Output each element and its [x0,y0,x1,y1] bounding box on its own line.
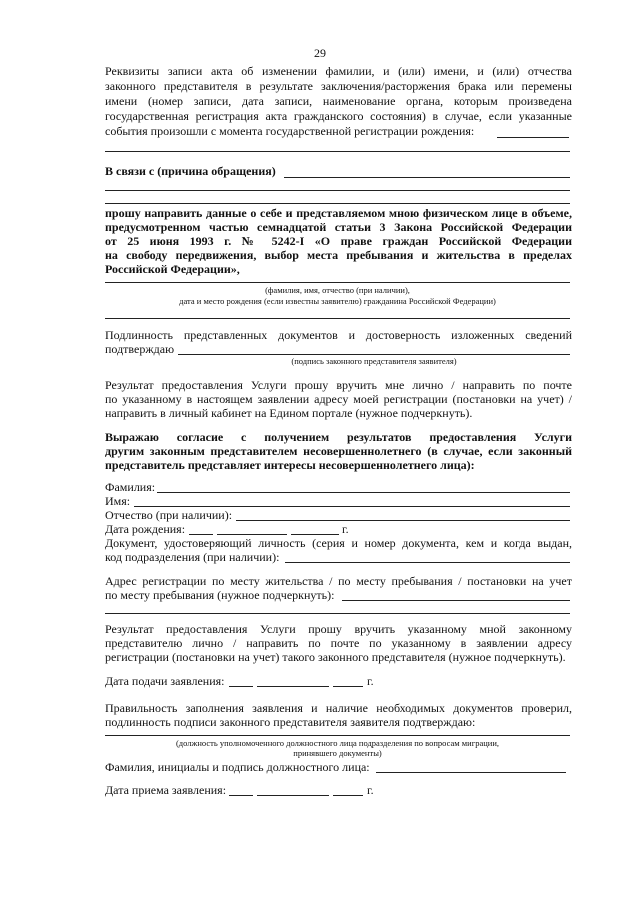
surname-field[interactable] [157,492,570,493]
page-number: 29 [314,46,326,60]
person-field-line-2[interactable] [105,318,570,319]
submission-date-label: Дата подачи заявления: [105,674,225,688]
record-details-line-3: имени (номер записи, дата записи, наименование органа, которым произведена [105,94,572,108]
official-name-field[interactable] [376,772,566,773]
record-details-line-4: государственная регистрация акта гражданского состояния) в случае, если указанные [105,109,572,123]
record-details-line-5: события произошли с момента государственной регистрации рождения: [105,124,475,138]
official-caption-1: (должность уполномоченного должностного лица подразделения по вопросам миграции, [175,738,500,748]
delivery-line-1: Результат предоставления Услуги прошу вручить мне лично / направить по почте [105,378,572,392]
authenticity-line-1: Подлинность представленных документов и достоверность изложенных сведений [105,328,572,342]
address-line-1: Адрес регистрации по месту жительства / по месту пребывания / постановки на учет [105,574,572,588]
consent-line-3: представитель представляет интересы несовершеннолетнего лица): [105,458,475,472]
id-doc-line-1: Документ, удостоверяющий личность (серия и номер документа, кем и когда выдан, [105,536,572,550]
request-line-3: от 25 июня 1993 г. № 5242-I «О праве граждан Российской Федерации [105,234,572,248]
submission-day-field[interactable] [229,686,253,687]
submission-date-suffix: г. [367,674,374,688]
record-details-field[interactable] [497,137,569,138]
reason-field-line-3[interactable] [105,203,570,204]
other-rep-line-2: представителю лично / направить по почте по указанному в заявлении адресу [105,636,572,650]
signature-field[interactable] [178,354,570,355]
record-details-field-line[interactable] [105,151,570,152]
official-caption-2: принявшего документы) [293,748,382,758]
authenticity-line-2: подтверждаю [105,342,175,356]
address-field[interactable] [342,600,570,601]
patronymic-field[interactable] [236,520,570,521]
name-label: Имя: [105,494,131,508]
patronymic-label: Отчество (при наличии): [105,508,233,522]
delivery-line-3: направить в личный кабинет на Едином портале (нужное подчеркнуть). [105,406,473,420]
verification-line-2: подлинность подписи законного представителя заявителя подтверждаю: [105,715,476,729]
acceptance-date-suffix: г. [367,783,374,797]
consent-line-1: Выражаю согласие с получением результатов предоставления Услуги [105,430,572,444]
id-doc-field[interactable] [285,562,570,563]
person-caption-1: (фамилия, имя, отчество (при наличии), [265,285,410,295]
request-line-4: на свободу передвижения, выбор места пребывания и жительства в пределах [105,248,572,262]
official-position-field[interactable] [105,735,570,736]
reason-field[interactable] [284,177,570,178]
birth-date-label: Дата рождения: [105,522,186,536]
name-field[interactable] [134,506,570,507]
record-details-line-1: Реквизиты записи акта об изменении фамилии, и (или) имени, и (или) отчества [105,64,572,78]
consent-line-2: другим законным представителем несовершеннолетнего (в случае, если законный [105,444,572,458]
address-line-2: по месту пребывания (нужное подчеркнуть): [105,588,335,602]
birth-year-field[interactable] [291,534,339,535]
person-field[interactable] [105,282,570,283]
request-line-5: Российской Федерации», [105,262,240,276]
delivery-line-2: по указанному в настоящем заявлении адресу моей регистрации (постановки на учет) / [105,392,572,406]
record-details-line-2: законного представителя в результате заключения/расторжения брака или перемены [105,79,572,93]
verification-line-1: Правильность заполнения заявления и наличие необходимых документов проверил, [105,701,572,715]
other-rep-line-1: Результат предоставления Услуги прошу вручить указанному мной законному [105,622,572,636]
birth-month-field[interactable] [217,534,287,535]
signature-caption: (подпись законного представителя заявителя) [291,356,457,366]
request-line-2: предусмотренном частью семнадцатой статьи 3 Закона Российской Федерации [105,220,572,234]
birth-day-field[interactable] [189,534,213,535]
acceptance-year-field[interactable] [333,795,363,796]
reason-label: В связи с (причина обращения) [105,164,276,178]
submission-year-field[interactable] [333,686,363,687]
official-name-label: Фамилия, инициалы и подпись должностного лица: [105,760,370,774]
request-line-1: прошу направить данные о себе и представляемом мною физическом лице в объеме, [105,206,572,220]
birth-year-suffix: г. [342,522,349,536]
acceptance-month-field[interactable] [257,795,329,796]
reason-field-line-2[interactable] [105,190,570,191]
id-doc-line-2: код подразделения (при наличии): [105,550,280,564]
acceptance-day-field[interactable] [229,795,253,796]
other-rep-line-3: регистрации (постановки на учет) такого законного представителя (нужное подчеркнуть). [105,650,566,664]
person-caption-2: дата и место рождения (если известны заявителю) гражданина Российской Федерации) [179,296,496,306]
acceptance-date-label: Дата приема заявления: [105,783,227,797]
submission-month-field[interactable] [257,686,329,687]
surname-label: Фамилия: [105,480,156,494]
address-field-line-2[interactable] [105,613,570,614]
